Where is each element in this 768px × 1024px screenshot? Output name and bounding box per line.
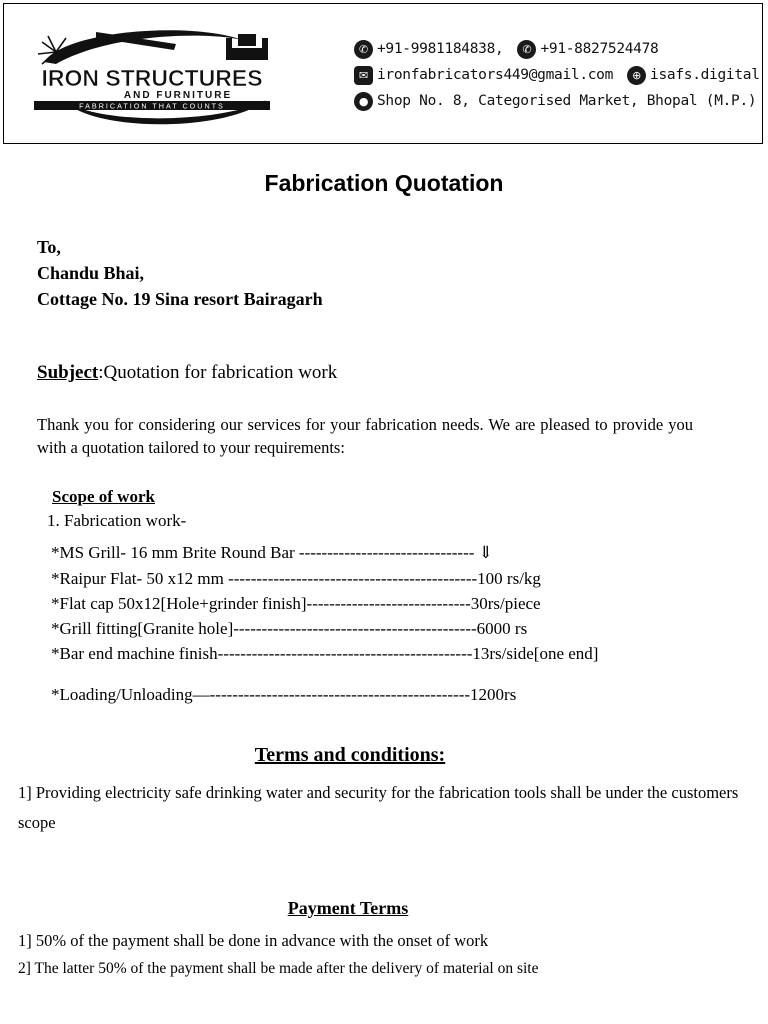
scope-items [51, 539, 598, 707]
document-title: Fabrication Quotation [264, 170, 504, 196]
recipient-address: Cottage No. 19 Sina resort Bairagarh [37, 289, 323, 309]
contact-row-email [354, 62, 760, 88]
whatsapp-number: +91-8827524478 [540, 41, 659, 57]
logo-graphic [26, 22, 278, 130]
whatsapp-icon: ✆ [517, 40, 536, 59]
scope-item: *Raipur Flat- 50 x12 mm --------------------------------------------100 rs/kg [51, 569, 541, 588]
salutation: To, [37, 237, 61, 257]
logo-tagline: FABRICATION THAT COUNTS [79, 101, 225, 111]
logo-name-line2: AND FURNITURE [123, 90, 233, 101]
email-icon: ✉ [354, 66, 373, 85]
email-address: ironfabricators449@gmail.com [377, 67, 614, 83]
website: isafs.digital [650, 67, 760, 83]
intro-paragraph: Thank you for considering our services for your fabrication needs. We are pleased to provide you with a quotation tailored to your requirements: [37, 415, 693, 457]
globe-icon: ⊕ [627, 66, 646, 85]
company-logo [26, 22, 278, 130]
terms-heading: Terms and conditions: [254, 744, 446, 766]
contact-row-phone [354, 36, 760, 62]
shop-address: Shop No. 8, Categorised Market, Bhopal (M.P.) [377, 93, 757, 109]
scope-subheading: 1. Fabrication work- [47, 511, 187, 530]
contact-block [354, 36, 760, 114]
scope-heading: Scope of work [52, 487, 155, 506]
payment-heading: Payment Terms [287, 898, 409, 918]
scope-item: *Grill fitting[Granite hole]-------------------------------------------6000 rs [51, 619, 528, 638]
logo-name-line1: IRON STRUCTURES [41, 65, 263, 91]
contact-row-address [354, 88, 760, 114]
scope-item: *Loading/Unloading—----------------------------------------------1200rs [51, 685, 517, 704]
payment-item: 1] 50% of the payment shall be done in advance with the onset of work [18, 931, 489, 950]
terms-item: 1] Providing electricity safe drinking water and security for the fabrication tools shall be under the customers scope [18, 783, 739, 832]
subject-text: Quotation for fabrication work [103, 362, 338, 383]
scope-item: *Bar end machine finish---------------------------------------------13rs/side[one end] [51, 644, 599, 663]
phone-number: +91-9981184838, [377, 41, 504, 57]
subject-separator: : [98, 362, 104, 383]
phone-icon: ✆ [354, 40, 373, 59]
scope-item: *Flat cap 50x12[Hole+grinder finish]-----------------------------30rs/piece [51, 594, 541, 613]
subject-line [37, 362, 337, 384]
letterhead [3, 3, 763, 144]
payment-item: 2] The latter 50% of the payment shall be made after the delivery of material on site [18, 960, 539, 977]
location-pin-icon: ● [354, 92, 373, 111]
scope-item: *MS Grill- 16 mm Brite Round Bar ------------------------------- ⇓ [51, 543, 493, 562]
recipient-block [37, 234, 323, 312]
recipient-name: Chandu Bhai, [37, 263, 145, 283]
subject-label: Subject [37, 362, 99, 383]
